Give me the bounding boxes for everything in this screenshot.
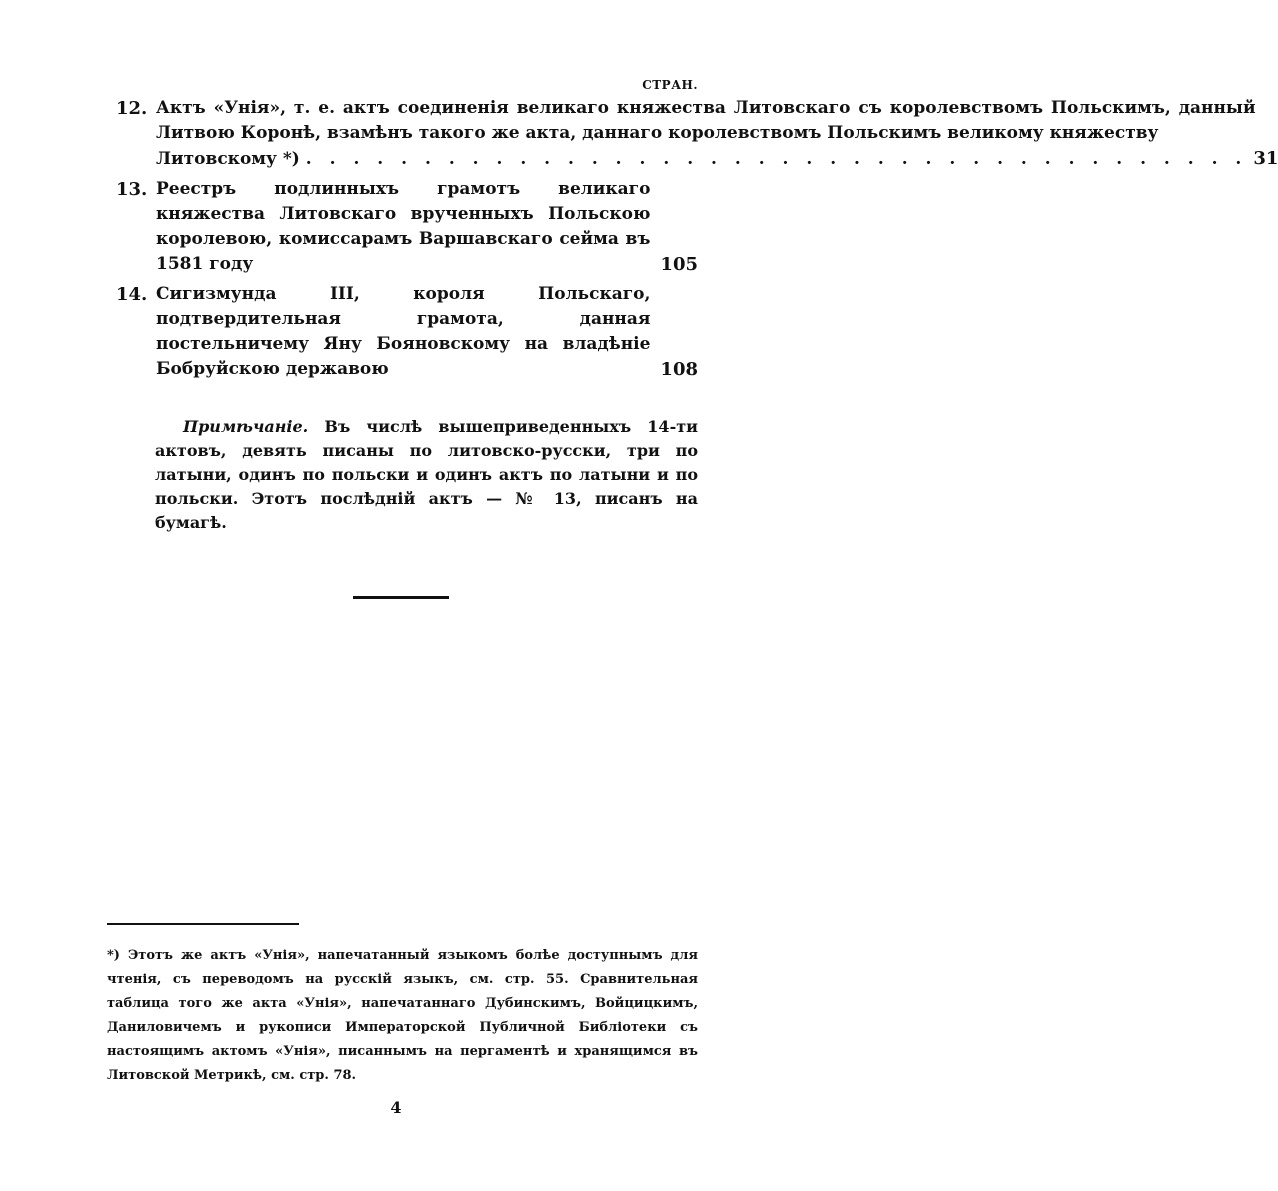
footnote: *) Этотъ же актъ «Унія», напечатанный языкомъ болѣе доступнымъ для чтенія, съ переводомъ на русскій языкъ, см. стр. 55. Сравнительная таблица того же акта «Унія», напечатаннаго Дубинскимъ, Войцицкимъ, Даниловичемъ и рукописи Императорской Публичной Библіотеки съ настоящимъ актомъ «Унія», писаннымъ на пергаментѣ и хранящимся въ Литовской Метрикѣ, см. стр. 78.	[107, 948, 698, 1083]
section-divider	[353, 596, 449, 599]
entry-page: 31	[1253, 148, 1278, 169]
page-number: 4	[390, 1098, 402, 1117]
page-column-label: СТРАН.	[642, 78, 698, 92]
toc-entry-12	[116, 96, 1278, 172]
entry-title: Реестръ подлинныхъ грамотъ великаго княжества Литовскаго врученныхъ Польскою королевою, комиссарамъ Варшавскаго сейма въ 1581 году	[156, 179, 651, 274]
entry-number: 13.	[116, 179, 148, 200]
table-of-contents	[116, 96, 1278, 387]
entry-title: Актъ «Унія», т. е. актъ соединенія великаго княжества Литовскаго съ королевствомъ Польскимъ, данный Литвою Коронѣ, взамѣнъ такого же акта, даннаго королевствомъ Польскимъ великому княжеству	[156, 98, 1256, 143]
entry-title: Сигизмунда III, короля Польскаго, подтвердительная грамота, данная постельничему Яну Бояновскому на владѣніе Бобруйскою державою	[156, 284, 651, 379]
note-label: Примѣчаніе.	[183, 417, 309, 436]
entry-page: 108	[660, 359, 698, 380]
entry-number: 12.	[116, 98, 148, 119]
note-paragraph	[155, 415, 698, 535]
entry-title-end: Литовскому *)	[156, 149, 300, 169]
leader-dots: . . . . . . . . . . . . . . . . . . . . . . . . . . . . . . . . . . . . . . . .	[305, 149, 1248, 169]
toc-entry-13	[116, 177, 698, 277]
entry-number: 14.	[116, 284, 148, 305]
entry-page: 105	[660, 254, 698, 275]
note-text: Въ числѣ вышеприведенныхъ 14-ти актовъ, девять писаны по литовско-русски, три по латыни, одинъ по польски и одинъ актъ по латыни и по польски. Этотъ послѣдній актъ — № 13, писанъ на бумагѣ.	[155, 417, 698, 532]
toc-entry-14	[116, 282, 698, 382]
footnote-divider	[107, 923, 299, 925]
